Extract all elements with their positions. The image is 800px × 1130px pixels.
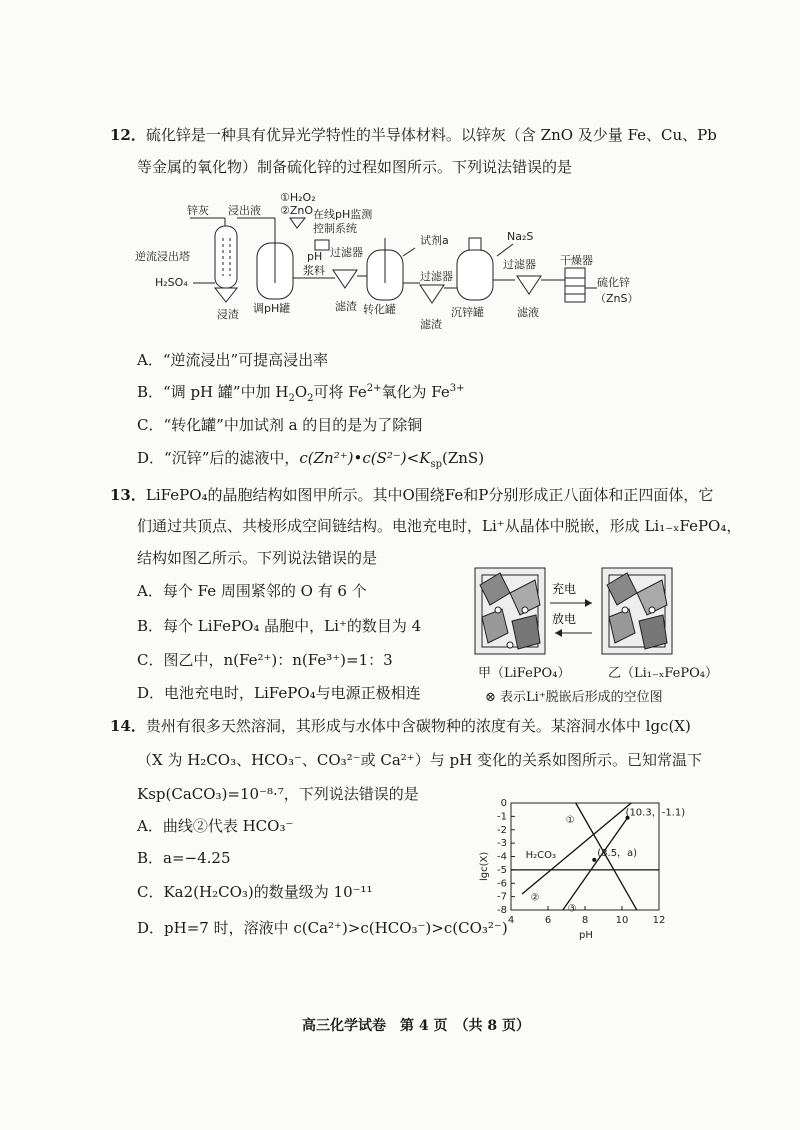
flow-tower: 逆流浸出塔 — [135, 250, 190, 263]
x-tick-label: 12 — [652, 915, 666, 926]
y-axis-label: lgc(X) — [479, 851, 490, 881]
q12-d-part1: D．“沉锌”后的滤液中， — [137, 449, 300, 467]
q12-b-part2: O — [294, 383, 308, 401]
crystal-note: ⊗ 表示Li⁺脱嵌后形成的空位图 — [485, 690, 663, 705]
series-label-3: ③ — [567, 903, 577, 915]
y-tick-label: -6 — [497, 878, 507, 890]
flow-reagent1: ①H₂O₂ — [280, 191, 316, 204]
annotation-label: (8.5，a) — [597, 847, 638, 859]
q14-option-d[interactable]: D．pH=7 时，溶液中 c(Ca²⁺)>c(HCO₃⁻)>c(CO₃²⁻) — [137, 919, 508, 937]
q14-option-a[interactable]: A．曲线②代表 HCO₃⁻ — [137, 817, 294, 835]
q12-d-expr: c(Zn²⁺)•c(S²⁻)<K — [299, 449, 431, 467]
flow-product1: 硫化锌 — [597, 276, 630, 289]
x-tick-label: 8 — [581, 915, 589, 926]
flow-residue1: 滤渣 — [335, 300, 357, 313]
y-tick-label: 0 — [500, 798, 507, 809]
flow-control: 控制系统 — [313, 222, 357, 235]
q13-stem-3: 结构如图乙所示。下列说法错误的是 — [137, 549, 378, 567]
flow-conv-tank: 转化罐 — [363, 303, 396, 316]
crystal-label-a: 甲（LiFePO₄） — [478, 666, 571, 681]
annotations — [526, 808, 686, 862]
q12-option-d[interactable] — [137, 448, 484, 468]
y-ticks — [497, 798, 515, 916]
q12-d-end: (ZnS) — [441, 449, 485, 467]
flow-na2s: Na₂S — [507, 230, 534, 243]
x-axis-label: pH — [579, 930, 593, 941]
flow-filtrate: 滤液 — [517, 306, 539, 319]
flow-leach-residue: 浸渣 — [217, 308, 239, 321]
y-tick-label: -5 — [497, 864, 507, 876]
series-label-2: ② — [530, 892, 540, 904]
annotation-label: (10.3，-1.1) — [625, 807, 686, 819]
q12-d-sub: sp — [430, 459, 442, 470]
q12-number: 12． — [110, 126, 146, 144]
q14-stem-2: （X 为 H₂CO₃、HCO₃⁻、CO₃²⁻或 Ca²⁺）与 pH 变化的关系如图所示。已知常温下 — [137, 751, 702, 769]
flow-filter1: 过滤器 — [330, 246, 363, 259]
x-tick-label: 4 — [507, 915, 515, 926]
q12-line1 — [110, 125, 717, 145]
q12-stem-1: 硫化锌是一种具有优异光学特性的半导体材料。以锌灰（含 ZnO 及少量 Fe、Cu、Pb — [145, 126, 717, 144]
y-tick-label: -4 — [497, 851, 507, 863]
y-tick-label: -3 — [497, 838, 507, 850]
crystal-label-b: 乙（Li₁₋ₓFePO₄） — [608, 666, 718, 681]
q12-flow-diagram — [135, 188, 645, 338]
q13-number: 13． — [110, 486, 146, 504]
q13-option-d[interactable]: D．电池充电时，LiFePO₄与电源正极相连 — [137, 684, 421, 702]
y-tick-label: -7 — [497, 891, 507, 903]
flow-filter3: 过滤器 — [503, 258, 536, 271]
flow-residue2: 滤渣 — [420, 318, 442, 331]
q12-option-a[interactable]: A．“逆流浸出”可提高浸出率 — [137, 351, 329, 369]
flow-ph-tank: 调pH罐 — [253, 302, 291, 315]
q13-stem-1: LiFePO₄的晶胞结构如图甲所示。其中O围绕Fe和P分别形成正八面体和正四面体，它 — [145, 486, 714, 504]
q13-crystal-figure — [470, 565, 705, 660]
q12-stem-2: 等金属的氧化物）制备硫化锌的过程如图所示。下列说法错误的是 — [137, 158, 573, 176]
discharge-label: 放电 — [552, 612, 577, 626]
flow-reagent2: ②ZnO — [280, 204, 314, 217]
y-tick-label: -8 — [497, 905, 507, 916]
series-label-1: ① — [565, 815, 575, 827]
x-tick-label: 6 — [544, 915, 552, 926]
q13-stem-2: 们通过共顶点、共棱形成空间链结构。电池充电时，Li⁺从晶体中脱嵌，形成 Li₁₋ₓFePO₄， — [137, 517, 742, 535]
flow-precip-tank: 沉锌罐 — [451, 306, 484, 319]
q12-b-part1: B．“调 pH 罐”中加 H — [137, 383, 289, 401]
series-line-3 — [563, 818, 628, 910]
flow-h2so4: H₂SO₄ — [155, 276, 188, 289]
q14-stem-1: 贵州有很多天然溶洞，其形成与水体中含碳物种的浓度有关。某溶洞水体中 lgc(X) — [145, 717, 691, 735]
q12-option-c[interactable]: C．“转化罐”中加试剂 a 的目的是为了除铜 — [137, 416, 423, 434]
q13-option-c[interactable]: C．图乙中，n(Fe²⁺)：n(Fe³⁺)=1：3 — [137, 651, 393, 669]
flow-feed: 浆料 — [303, 264, 325, 277]
flow-reagent-a: 试剂a — [420, 234, 449, 247]
q14-number: 14． — [110, 717, 146, 735]
annotation-point — [592, 858, 596, 862]
q12-option-b[interactable]: B．“调 pH 罐”中加 $H_2O_2$可将 $Fe^{2+}$氧化为 $Fe^{3+}$ — [137, 383, 465, 404]
flow-leach-liquid: 浸出液 — [228, 204, 261, 217]
flow-ph: pH — [307, 250, 323, 263]
page-footer: 高三化学试卷 第 4 页 （共 8 页） — [302, 1018, 530, 1034]
flow-filter2: 过滤器 — [420, 270, 453, 283]
q12-b-part4: 氧化为 Fe — [381, 383, 450, 401]
x-ticks — [508, 906, 666, 926]
q13-line1 — [110, 485, 713, 505]
q14-option-b[interactable]: B．a=−4.25 — [137, 849, 231, 867]
annotation-label: H₂CO₃ — [525, 849, 557, 861]
y-tick-label: -1 — [497, 811, 507, 823]
q13-option-a[interactable]: A．每个 Fe 周围紧邻的 O 有 6 个 — [137, 582, 367, 600]
flow-zinc-ash: 锌灰 — [187, 204, 209, 217]
q12-b-part3: 可将 Fe — [313, 383, 367, 401]
charge-label: 充电 — [552, 582, 577, 596]
flow-dryer: 干燥器 — [560, 254, 593, 267]
q14-chart — [475, 795, 686, 945]
x-tick-label: 10 — [615, 915, 629, 926]
q14-line1 — [110, 716, 691, 736]
y-tick-label: -2 — [497, 824, 507, 836]
flow-ph-monitor: 在线pH监测 — [313, 208, 373, 221]
q13-option-b[interactable]: B．每个 LiFePO₄ 晶胞中，Li⁺的数目为 4 — [137, 617, 422, 635]
q14-option-c[interactable]: C．Ka2(H₂CO₃)的数量级为 10⁻¹¹ — [137, 883, 373, 901]
flow-product2: （ZnS） — [595, 292, 639, 305]
q14-stem-3: Ksp(CaCO₃)=10⁻⁸·⁷，下列说法错误的是 — [137, 785, 419, 803]
